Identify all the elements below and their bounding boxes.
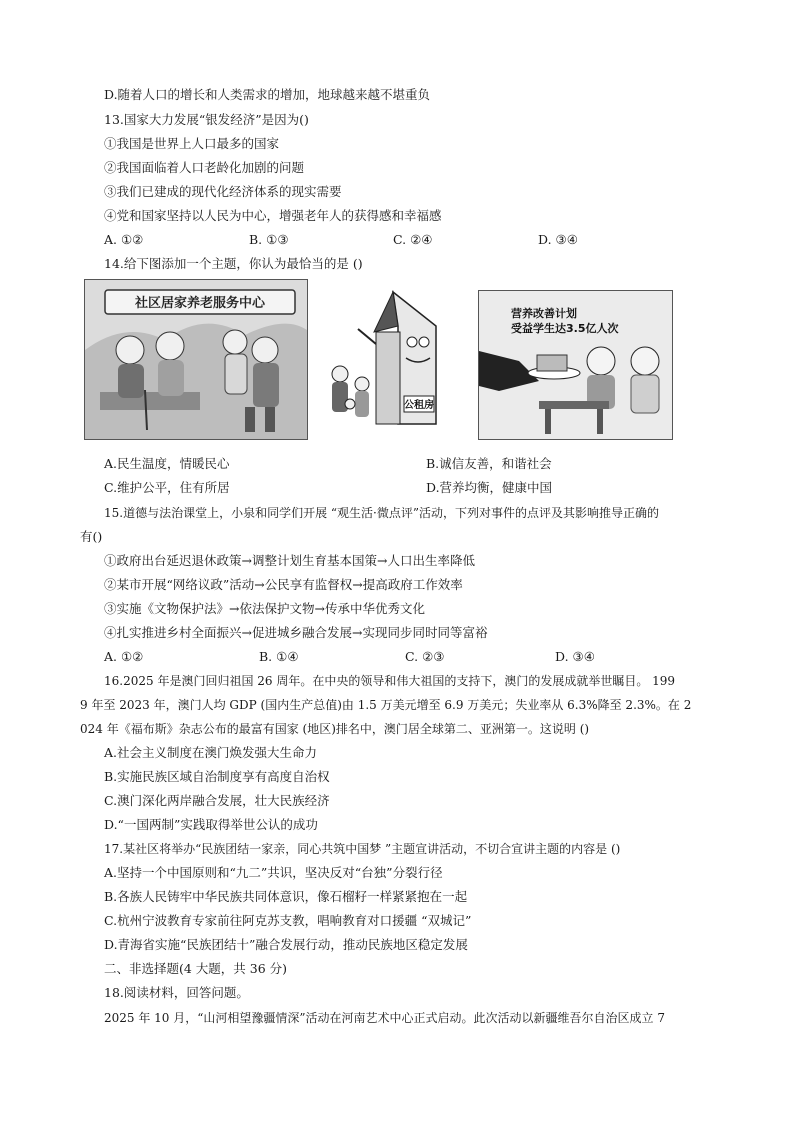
q13-option-c: C. ②④: [393, 232, 433, 247]
q16-option-a: A.社会主义制度在澳门焕发强大生命力: [104, 745, 318, 760]
q15-option-d: D. ③④: [555, 649, 595, 664]
cartoon3-sign-line1: 营养改善计划: [511, 307, 577, 320]
cartoon3-sign-line2: 受益学生达3.5亿人次: [511, 322, 619, 335]
q13-item-1: ①我国是世界上人口最多的国家: [104, 136, 280, 151]
q14-option-b: B.诚信友善，和谐社会: [426, 456, 552, 471]
q13-option-b: B. ①③: [249, 232, 289, 247]
cartoon2-sign: 公租房: [404, 400, 434, 411]
q15-option-c: C. ②③: [405, 649, 445, 664]
q17-option-b: B.各族人民铸牢中华民族共同体意识，像石榴籽一样紧紧抱在一起: [104, 889, 468, 904]
cartoon-public-rental-housing: [318, 284, 471, 438]
cartoon-elderly-care-center: [84, 279, 308, 440]
q15-option-a: A. ①②: [104, 649, 144, 664]
q13-item-4: ④党和国家坚持以人民为中心，增强老年人的获得感和幸福感: [104, 208, 442, 223]
q13-stem: 13.国家大力发展“银发经济”是因为(): [104, 112, 309, 127]
q15-item-3: ③实施《文物保护法》→依法保护文物→传承中华优秀文化: [104, 601, 425, 616]
q16-stem-line2: 9 年至 2023 年，澳门人均 GDP (国内生产总值)由 1.5 万美元增至 6.9 万美元；失业率从 6.3%降至 2.3%。在 2: [80, 698, 692, 712]
q15-item-2: ②某市开展“网络议政”活动→公民享有监督权→提高政府工作效率: [104, 577, 463, 592]
q16-option-c: C.澳门深化两岸融合发展，壮大民族经济: [104, 793, 330, 808]
q16-stem-line1: 16.2025 年是澳门回归祖国 26 周年。在中央的领导和伟大祖国的支持下，澳门的发展成就举世瞩目。 199: [104, 674, 676, 688]
q18-material-text: 2025 年 10 月，“山河相望豫疆情深”活动在河南艺术中心正式启动。此次活动以新疆维吾尔自治区成立 7: [104, 1011, 665, 1025]
q17-option-d: D.青海省实施“民族团结十”融合发展行动，推动民族地区稳定发展: [104, 937, 468, 952]
q15-option-b: B. ①④: [259, 649, 299, 664]
q14-option-d: D.营养均衡，健康中国: [426, 480, 553, 495]
q15-stem-line2: 有(): [80, 529, 103, 544]
q14-stem: 14.给下图添加一个主题，你认为最恰当的是 (): [104, 256, 363, 271]
q14-option-a: A.民生温度，情暖民心: [104, 456, 230, 471]
q16-option-b: B.实施民族区域自治制度享有高度自治权: [104, 769, 330, 784]
cartoon-nutrition-program: [478, 290, 673, 440]
q15-item-1: ①政府出台延迟退休政策→调整计划生育基本国策→人口出生率降低: [104, 553, 475, 568]
section-2-heading: 二、非选择题(4 大题，共 36 分): [104, 961, 288, 976]
q16-option-d: D.“一国两制”实践取得举世公认的成功: [104, 817, 318, 832]
q17-option-a: A.坚持一个中国原则和“九二”共识，坚决反对“台独”分裂行径: [104, 865, 443, 880]
q14-option-c: C.维护公平，住有所居: [104, 480, 230, 495]
q15-stem-line1: 15.道德与法治课堂上，小泉和同学们开展 “观生活·微点评”活动，下列对事件的点评及其影响推导正确的: [104, 506, 659, 520]
cartoon1-sign: 社区居家养老服务中心: [134, 296, 266, 311]
q17-stem: 17.某社区将举办“民族团结一家亲，同心共筑中国梦 ”主题宣讲活动，不切合宣讲主题的内容是 (): [104, 842, 621, 856]
q13-option-a: A. ①②: [104, 232, 144, 247]
q18-stem: 18.阅读材料，回答问题。: [104, 985, 249, 1000]
q12-option-d: D.随着人口的增长和人类需求的增加，地球越来越不堪重负: [104, 87, 431, 102]
q13-item-3: ③我们已建成的现代化经济体系的现实需要: [104, 184, 342, 199]
q15-item-4: ④扎实推进乡村全面振兴→促进城乡融合发展→实现同步同时同等富裕: [104, 625, 488, 640]
q17-option-c: C.杭州宁波教育专家前往阿克苏支教，唱响教育对口援疆 “双城记”: [104, 913, 472, 928]
q13-item-2: ②我国面临着人口老龄化加剧的问题: [104, 160, 305, 175]
q16-stem-line3: 024 年《福布斯》杂志公布的最富有国家 (地区)排名中，澳门居全球第二、亚洲第一。这说明 (): [80, 722, 590, 736]
q13-option-d: D. ③④: [538, 232, 578, 247]
